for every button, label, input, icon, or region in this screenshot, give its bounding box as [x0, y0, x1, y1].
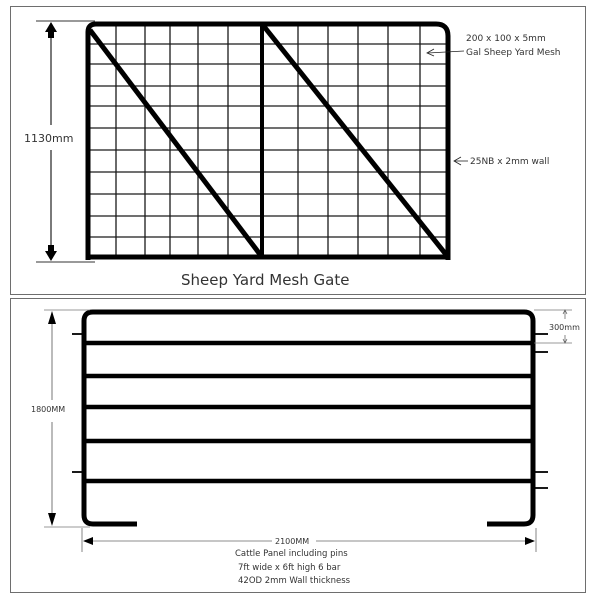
caption-line-1: Cattle Panel including pins	[235, 549, 348, 559]
height-label-1800: 1800MM	[31, 405, 66, 414]
arrow-up-icon	[48, 311, 56, 324]
arrow-down-icon	[45, 245, 57, 261]
arrow-up-icon	[45, 22, 57, 38]
width-label-2100: 2100MM	[275, 537, 310, 546]
cattle-panel-caption	[235, 549, 351, 586]
connection-pins	[72, 334, 548, 488]
height-dimension-bottom	[31, 310, 90, 527]
frame-annotation	[454, 157, 549, 167]
sheep-gate-title: Sheep Yard Mesh Gate	[181, 271, 350, 289]
frame-spec-label: 25NB x 2mm wall	[470, 157, 550, 167]
mesh-spec-line2: Gal Sheep Yard Mesh	[466, 48, 561, 58]
horizontal-rails	[84, 343, 533, 481]
mesh-horizontal-wires	[88, 44, 448, 237]
arrow-down-icon	[48, 513, 56, 526]
height-dimension-top	[24, 21, 95, 262]
rail-spacing-label: 300mm	[549, 323, 580, 332]
arrow-right-icon	[525, 537, 535, 545]
caption-line-2: 7ft wide x 6ft high 6 bar	[238, 563, 341, 573]
height-label-1130: 1130mm	[24, 132, 74, 145]
gate-frame	[88, 24, 448, 260]
caption-line-3: 42OD 2mm Wall thickness	[238, 576, 351, 586]
rail-spacing-dimension	[534, 310, 580, 343]
mesh-spec-line1: 200 x 100 x 5mm	[466, 34, 546, 44]
mesh-vertical-wires	[116, 24, 420, 257]
arrow-left-icon	[83, 537, 93, 545]
